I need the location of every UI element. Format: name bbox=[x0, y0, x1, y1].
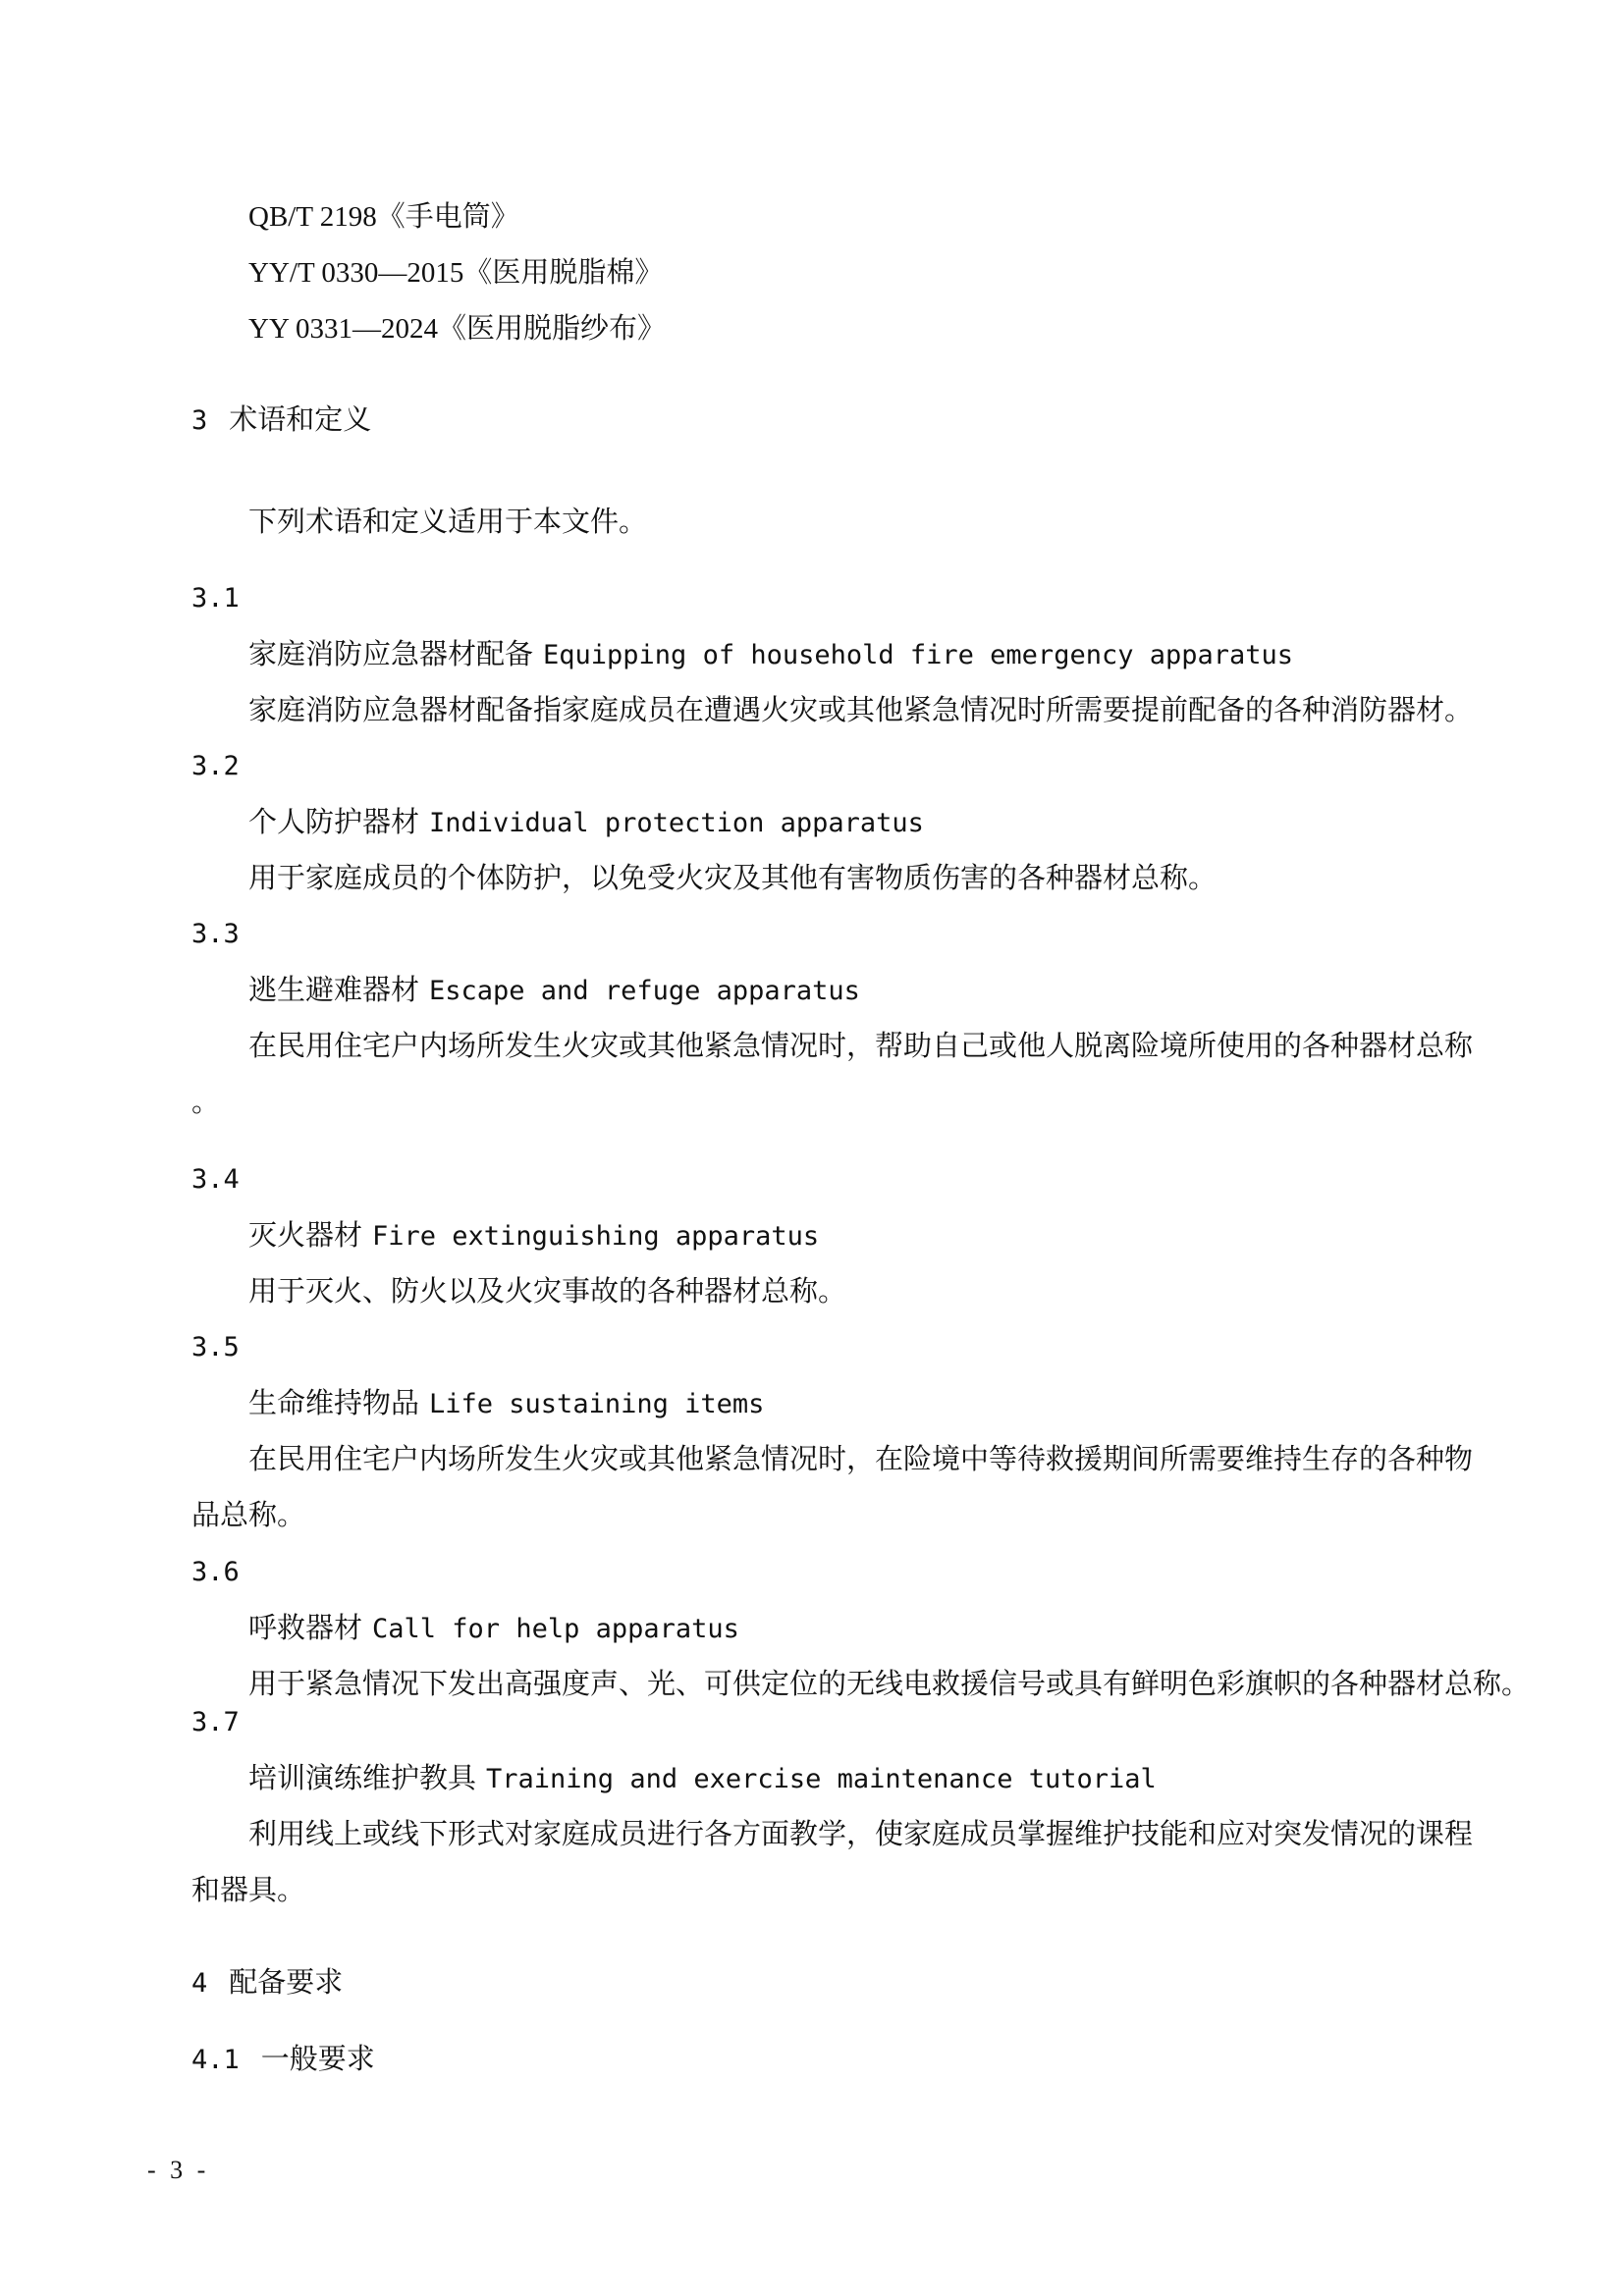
term-en: Call for help apparatus bbox=[372, 1614, 739, 1644]
term-definition: 在民用住宅户内场所发生火灾或其他紧急情况时，在险境中等待救援期间所需要维持生存的各种物 bbox=[248, 1442, 1474, 1475]
section-number: 4 bbox=[191, 1968, 208, 1999]
term-number: 3.3 bbox=[191, 919, 240, 949]
section-heading bbox=[191, 402, 372, 436]
section-title: 配备要求 bbox=[229, 1965, 344, 1999]
reference-line: QB/T 2198《手电筒》 bbox=[248, 201, 519, 233]
term-number: 3.5 bbox=[191, 1332, 240, 1362]
term-en: Fire extinguishing apparatus bbox=[372, 1221, 820, 1252]
term-definition: 用于紧急情况下发出高强度声、光、可供定位的无线电救援信号或具有鲜明色彩旗帜的各种器材总称。 bbox=[248, 1667, 1531, 1700]
term-definition-continued: 和器具。 bbox=[191, 1873, 306, 1906]
term-definition: 利用线上或线下形式对家庭成员进行各方面教学，使家庭成员掌握维护技能和应对突发情况的课程 bbox=[248, 1817, 1474, 1850]
term-heading bbox=[248, 1761, 1157, 1794]
term-cn: 个人防护器材 bbox=[248, 805, 420, 838]
subsection-title: 一般要求 bbox=[260, 2042, 375, 2075]
term-definition-continued: 品总称。 bbox=[191, 1498, 306, 1531]
term-heading bbox=[248, 1218, 820, 1252]
term-number: 3.2 bbox=[191, 751, 240, 781]
term-number: 3.7 bbox=[191, 1707, 240, 1737]
term-heading bbox=[248, 1611, 739, 1644]
term-cn: 家庭消防应急器材配备 bbox=[248, 637, 534, 670]
term-cn: 培训演练维护教具 bbox=[248, 1761, 477, 1794]
term-cn: 灭火器材 bbox=[248, 1218, 363, 1252]
page-number: - 3 - bbox=[147, 2156, 210, 2184]
section-number: 3 bbox=[191, 405, 208, 436]
term-heading bbox=[248, 805, 924, 838]
subsection-heading bbox=[191, 2042, 375, 2075]
term-number: 3.4 bbox=[191, 1164, 240, 1195]
term-number: 3.6 bbox=[191, 1557, 240, 1587]
term-en: Individual protection apparatus bbox=[429, 808, 924, 838]
reference-line: YY/T 0330—2015《医用脱脂棉》 bbox=[248, 257, 664, 289]
term-number: 3.1 bbox=[191, 583, 240, 614]
subsection-number: 4.1 bbox=[191, 2045, 240, 2075]
term-en: Equipping of household fire emergency apparatus bbox=[543, 640, 1294, 670]
term-definition: 家庭消防应急器材配备指家庭成员在遭遇火灾或其他紧急情况时所需要提前配备的各种消防器材。 bbox=[248, 693, 1474, 726]
term-definition: 用于灭火、防火以及火灾事故的各种器材总称。 bbox=[248, 1274, 847, 1308]
term-cn: 呼救器材 bbox=[248, 1611, 363, 1644]
term-heading bbox=[248, 973, 860, 1006]
section-title: 术语和定义 bbox=[229, 402, 372, 436]
term-en: Life sustaining items bbox=[429, 1389, 765, 1419]
reference-line: YY 0331—2024《医用脱脂纱布》 bbox=[248, 313, 667, 345]
term-definition-continued: 。 bbox=[191, 1085, 221, 1118]
term-cn: 生命维持物品 bbox=[248, 1386, 420, 1419]
section-heading bbox=[191, 1965, 344, 1999]
term-en: Escape and refuge apparatus bbox=[429, 976, 860, 1006]
term-definition: 用于家庭成员的个体防护，以免受火灾及其他有害物质伤害的各种器材总称。 bbox=[248, 861, 1218, 894]
term-cn: 逃生避难器材 bbox=[248, 973, 420, 1006]
term-definition: 在民用住宅户内场所发生火灾或其他紧急情况时，帮助自己或他人脱离险境所使用的各种器材总称 bbox=[248, 1029, 1474, 1062]
term-en: Training and exercise maintenance tutorial bbox=[486, 1764, 1157, 1794]
section-intro: 下列术语和定义适用于本文件。 bbox=[248, 505, 648, 538]
term-heading bbox=[248, 637, 1294, 670]
term-heading bbox=[248, 1386, 765, 1419]
